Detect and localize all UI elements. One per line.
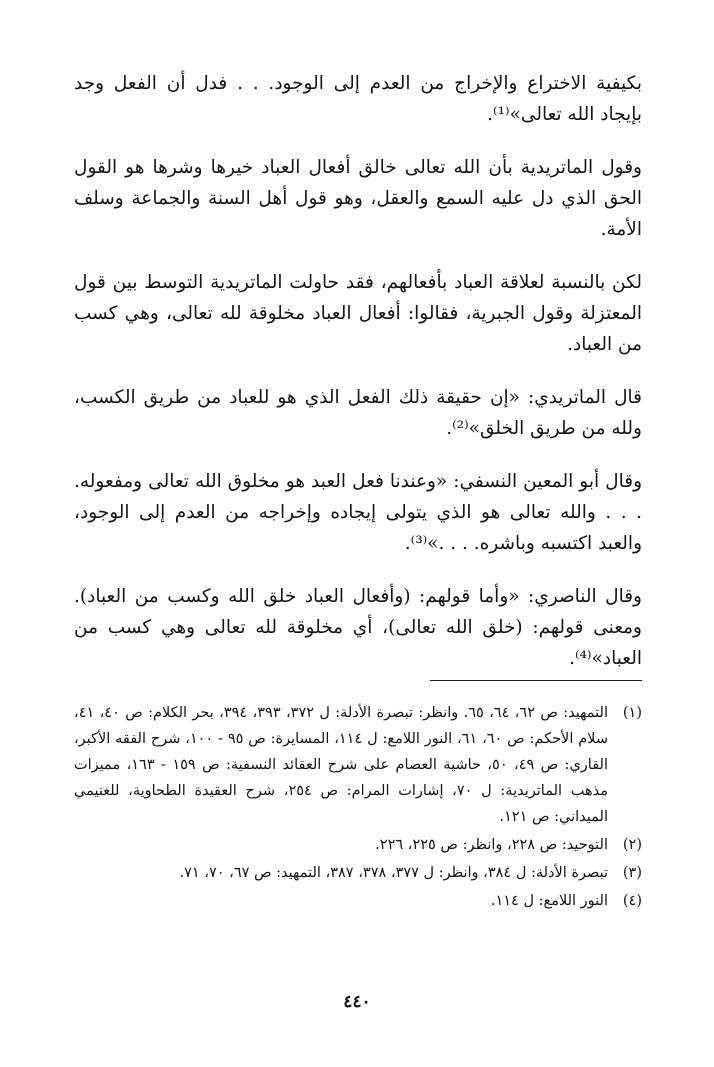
footnote-text: النور اللامع: ل ١١٤. <box>490 893 608 909</box>
footnotes <box>74 700 642 916</box>
paragraph: وقال الناصري: «وأما قولهم: (وأفعال العباد خلق الله وكسب من العباد). ومعنى قولهم: (خلق الله تعالى)، أي مخلوقة لله تعالى وهي كسب من العباد»⁽⁴⁾. <box>74 586 642 669</box>
paragraph: لكن بالنسبة لعلاقة العباد بأفعالهم، فقد حاولت الماتريدية التوسط بين قول المعتزلة وقول الجبرية، فقالوا: أفعال العباد مخلوقة لله تعالى، وهي كسب من العباد. <box>74 272 642 355</box>
footnote-text: التوحيد: ص ٢٢٨، وانظر: ص ٢٢٥، ٢٢٦. <box>375 837 608 853</box>
main-text <box>74 68 642 696</box>
footnote <box>74 860 642 886</box>
footnote-text: التمهيد: ص ٦٢، ٦٤، ٦٥. وانظر: تبصرة الأدلة: ل ٣٧٢، ٣٩٣، ٣٩٤، بحر الكلام: ص ٤٠، ٤١، سلام الأحكم: ص ٦٠، ٦١، النور اللامع: ل ١١٤، المسايرة: ص ٩٥ - ١٠٠، شرح الفقه الأكبر، القاري: ص ٤٩، ٥٠، حاشية العصام على شرح العقائد النسفية: ص ١٥٩ - ١٦٣، مميزات مذهب الماتريدية: ل ٧٠، إشارات المرام: ص ٢٥٤، شرح العقيدة الطحاوية، للغنيمي الميداني: ص ١٢١. <box>74 705 609 825</box>
footnote-text: تبصرة الأدلة: ل ٣٨٤، وانظر: ل ٣٧٧، ٣٧٨، ٣٨٧، التمهيد: ص ٦٧، ٧٠، ٧١. <box>179 865 608 881</box>
footnote <box>74 832 642 858</box>
footnote-divider <box>430 680 642 681</box>
footnote-number: (٣) <box>622 865 642 881</box>
footnote <box>74 888 642 914</box>
paragraph: بكيفية الاختراع والإخراج من العدم إلى الوجود. . . فدل أن الفعل وجد بإيجاد الله تعالى»⁽¹⁾. <box>74 73 642 125</box>
footnote-number: (١) <box>622 705 642 721</box>
footnote <box>74 700 642 830</box>
footnote-number: (٤) <box>622 893 642 909</box>
page-number: ٤٤٠ <box>343 992 371 1012</box>
paragraph: وقال أبو المعين النسفي: «وعندنا فعل العبد هو مخلوق الله تعالى ومفعوله. . . . والله تعالى هو الذي يتولى إيجاده وإخراجه من العدم إلى الوجود، والعبد اكتسبه وباشره. . . .»⁽³⁾. <box>74 471 642 554</box>
paragraph: وقول الماتريدية بأن الله تعالى خالق أفعال العباد خيرها وشرها هو القول الحق الذي دل عليه السمع والعقل، وهو قول أهل السنة والجماعة وسلف الأمة. <box>74 157 642 240</box>
paragraph: قال الماتريدي: «إن حقيقة ذلك الفعل الذي هو للعباد من طريق الكسب، ولله من طريق الخلق»⁽²⁾. <box>74 387 642 439</box>
footnote-number: (٢) <box>622 837 642 853</box>
